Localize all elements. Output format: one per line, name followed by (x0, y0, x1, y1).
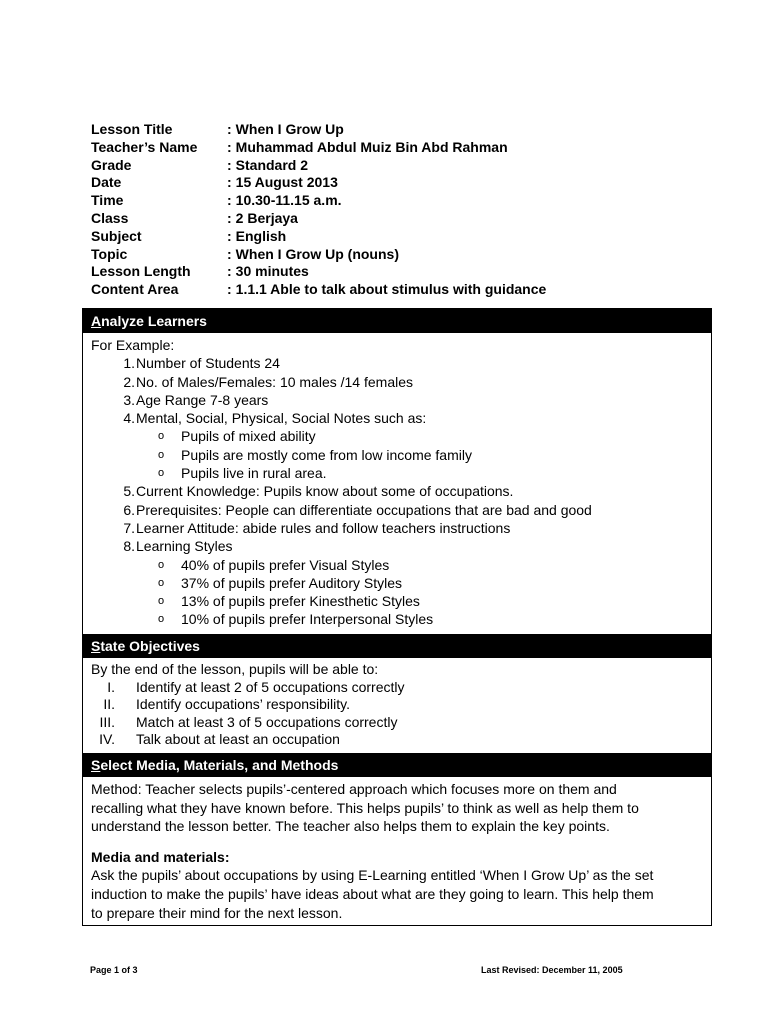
heading-text: elect Media, Materials, and Methods (100, 757, 339, 773)
objective-number: II. (103, 696, 115, 712)
sub-list-text: 13% of pupils prefer Kinesthetic Styles (181, 593, 420, 610)
list-text: No. of Males/Females: 10 males /14 females (136, 373, 414, 390)
info-row (91, 121, 731, 139)
info-label: Date (91, 174, 122, 191)
info-value: When I Grow Up (nouns) (235, 245, 399, 262)
heading-text: tate Objectives (100, 638, 200, 654)
info-colon: : (227, 281, 232, 298)
bullet-icon: o (158, 576, 165, 589)
list-number: 1. (123, 355, 135, 372)
paragraph-line: Ask the pupils’ about occupations by using E-Learning entitled ‘When I Grow Up’ as the set (91, 867, 654, 884)
lesson-info-block (91, 121, 731, 299)
media-materials-subheading: Media and materials: (91, 848, 230, 865)
method-paragraph (91, 780, 705, 836)
list-item (91, 519, 705, 537)
lesson-plan-box (82, 308, 712, 926)
paragraph-line: to prepare their mind for the next lesson. (91, 904, 343, 921)
paragraph-line: understand the lesson better. The teacher also helps them to explain the key points. (91, 818, 610, 835)
info-row (91, 210, 731, 228)
select-media-heading (83, 753, 711, 777)
select-media-body (91, 780, 705, 922)
info-row (91, 192, 731, 210)
info-value: 1.1.1 Able to talk about stimulus with guidance (235, 281, 547, 298)
list-item (91, 482, 705, 500)
objective-item (91, 679, 705, 697)
heading-initial: S (91, 638, 101, 654)
list-text: Current Knowledge: Pupils know about some of occupations. (136, 483, 514, 500)
info-label: Lesson Length (91, 263, 191, 280)
list-number: 3. (123, 391, 135, 408)
info-value: Muhammad Abdul Muiz Bin Abd Rahman (235, 138, 508, 155)
info-row (91, 228, 731, 246)
info-value: 15 August 2013 (235, 174, 338, 191)
list-text: Mental, Social, Physical, Social Notes such as: (136, 410, 427, 427)
sub-list-item (91, 446, 705, 464)
list-item (91, 373, 705, 391)
objective-item (91, 696, 705, 714)
info-label: Teacher’s Name (91, 138, 198, 155)
info-colon: : (227, 227, 232, 244)
objective-number: I. (107, 678, 115, 695)
sub-list-text: Pupils of mixed ability (181, 428, 316, 445)
analyze-intro: For Example: (91, 337, 175, 353)
info-row (91, 281, 731, 299)
heading-initial: S (91, 757, 101, 773)
objective-item (91, 714, 705, 732)
sub-list-text: Pupils are mostly come from low income family (181, 446, 472, 463)
state-objectives-heading (83, 634, 711, 658)
sub-list-text: 10% of pupils prefer Interpersonal Styles (181, 611, 434, 628)
page-number: Page 1 of 3 (90, 965, 138, 975)
info-colon: : (227, 209, 232, 226)
paragraph-line: recalling what they have known before. This helps pupils’ to think as well as help them to (91, 799, 639, 816)
sub-list-text: 37% of pupils prefer Auditory Styles (181, 574, 403, 591)
list-number: 8. (123, 538, 135, 555)
sub-list-item (91, 556, 705, 574)
info-value: Standard 2 (235, 156, 309, 173)
info-row (91, 139, 731, 157)
bullet-icon: o (158, 595, 165, 608)
sub-list-text: Pupils live in rural area. (181, 465, 327, 482)
list-item (91, 501, 705, 519)
list-item (91, 409, 705, 427)
bullet-icon: o (158, 467, 165, 480)
info-colon: : (227, 192, 232, 209)
info-row (91, 263, 731, 281)
last-revised: Last Revised: December 11, 2005 (481, 965, 623, 975)
info-value: English (235, 227, 287, 244)
list-text: Age Range 7-8 years (136, 391, 269, 408)
objective-text: Talk about at least an occupation (136, 731, 340, 747)
sub-list-item (91, 592, 705, 610)
list-item (91, 354, 705, 372)
info-label: Subject (91, 227, 142, 244)
objectives-list (91, 679, 705, 749)
objective-text: Identify at least 2 of 5 occupations correctly (136, 678, 405, 695)
heading-text: nalyze Learners (101, 313, 207, 329)
info-label: Topic (91, 245, 128, 262)
sub-list-item (91, 427, 705, 445)
bullet-icon: o (158, 430, 165, 443)
info-value: 2 Berjaya (235, 209, 298, 226)
list-item (91, 537, 705, 555)
info-row (91, 246, 731, 264)
info-label: Grade (91, 156, 132, 173)
info-colon: : (227, 121, 232, 137)
list-number: 7. (123, 519, 135, 536)
info-colon: : (227, 138, 232, 155)
bullet-icon: o (158, 613, 165, 626)
objectives-intro: By the end of the lesson, pupils will be able to: (91, 661, 379, 677)
state-objectives-body (91, 661, 705, 749)
info-row (91, 174, 731, 192)
bullet-icon: o (158, 558, 165, 571)
sub-list-item (91, 574, 705, 592)
list-text: Number of Students 24 (136, 355, 280, 372)
analyze-learners-heading (83, 309, 711, 333)
heading-initial: A (91, 313, 102, 329)
list-number: 5. (123, 483, 135, 500)
objective-text: Match at least 3 of 5 occupations correctly (136, 713, 398, 730)
objective-number: III. (99, 713, 115, 730)
info-value: 10.30-11.15 a.m. (235, 192, 342, 209)
paragraph-line: induction to make the pupils’ have ideas about what are they going to learn. This help them (91, 885, 654, 902)
info-colon: : (227, 156, 232, 173)
list-text: Learning Styles (136, 538, 233, 555)
objective-number: IV. (99, 731, 115, 747)
info-row (91, 157, 731, 175)
sub-list-item (91, 464, 705, 482)
list-text: Prerequisites: People can differentiate occupations that are bad and good (136, 501, 592, 518)
info-colon: : (227, 174, 232, 191)
sub-list-item (91, 610, 705, 628)
info-value: When I Grow Up (235, 121, 344, 137)
analyze-list (91, 354, 705, 628)
info-colon: : (227, 245, 232, 262)
list-item (91, 391, 705, 409)
info-label: Lesson Title (91, 121, 173, 137)
info-label: Content Area (91, 281, 179, 298)
analyze-learners-body (91, 336, 705, 629)
materials-paragraph (91, 866, 705, 922)
list-number: 2. (123, 373, 135, 390)
paragraph-line: Method: Teacher selects pupils’-centered approach which focuses more on them and (91, 781, 617, 797)
info-colon: : (227, 263, 232, 280)
list-number: 4. (123, 410, 135, 427)
objective-text: Identify occupations’ responsibility. (136, 696, 350, 712)
list-text: Learner Attitude: abide rules and follow teachers instructions (136, 519, 511, 536)
list-number: 6. (123, 501, 135, 518)
bullet-icon: o (158, 448, 165, 461)
info-value: 30 minutes (235, 263, 309, 280)
sub-list-text: 40% of pupils prefer Visual Styles (181, 556, 390, 573)
info-label: Time (91, 192, 124, 209)
info-label: Class (91, 209, 129, 226)
objective-item (91, 731, 705, 749)
